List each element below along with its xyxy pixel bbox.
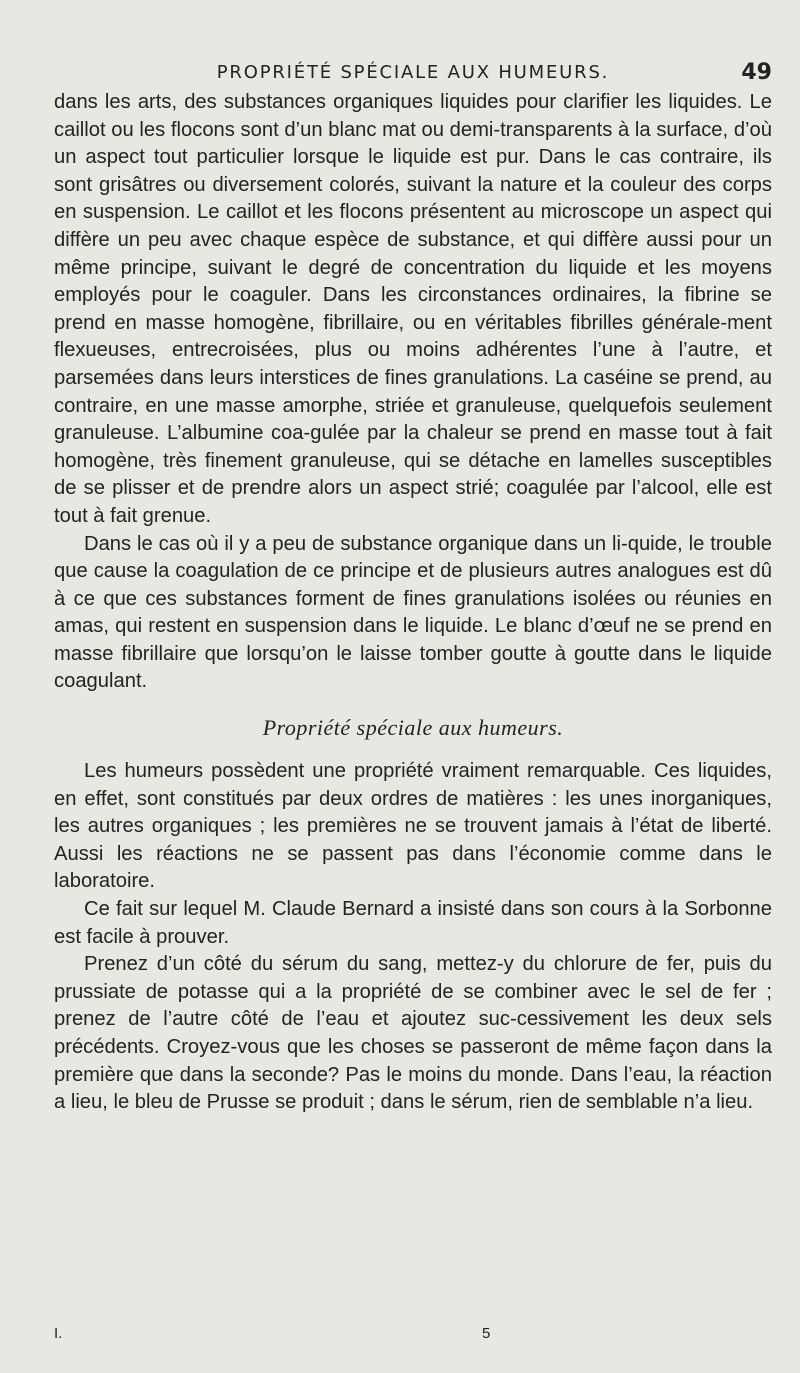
page-number: 49 xyxy=(741,60,772,85)
paragraph: Ce fait sur lequel M. Claude Bernard a insisté dans son cours à la Sorbonne est facile à prouver. xyxy=(54,898,772,948)
paragraph-continued: dans les arts, des substances organiques liquides pour clarifier les liquides. Le caillot ou les flocons sont d’un blanc mat ou demi-transparents à la surface, d’où un aspect tout particulier lorsque le liquide est pur. Dans le cas contraire, ils sont grisâtres ou diversement colorés, suivant la nature et la couleur des corps en suspension. Le caillot et les flocons présentent au microscope un aspect qui diffère un peu avec chaque espèce de substance, et qui diffère aussi pour un même principe, suivant le degré de concentration du liquide et les moyens employés pour le coaguler. Dans les circonstances ordinaires, la fibrine se prend en masse homogène, fibrillaire, ou en véritables fibrilles générale-ment flexueuses, entrecroisées, plus ou moins adhérentes l’une à l’autre, et parsemées dans leurs interstices de fines granulations. La caséine se prend, au contraire, en une masse amorphe, striée et granuleuse, quelquefois seulement granuleuse. L’albumine coa-gulée par la chaleur se prend en masse tout à fait homogène, très finement granuleuse, qui se détache en lamelles susceptibles de se plisser et de prendre alors un aspect strié; coagulée par l’alcool, elle est tout à fait grenue. xyxy=(54,91,772,527)
paragraph: Prenez d’un côté du sérum du sang, mettez-y du chlorure de fer, puis du prussiate de potasse qui a la propriété de se combiner avec le sel de fer ; prenez de l’autre côté de l’eau et ajoutez suc-cessivement les deux sels précédents. Croyez-vous que les choses se passeront de même façon dans la première que dans la seconde? Pas le moins du monde. Dans l’eau, la réaction a lieu, le bleu de Prusse se produit ; dans le sérum, rien de semblable n’a lieu. xyxy=(54,953,772,1114)
paragraph: Dans le cas où il y a peu de substance organique dans un li-quide, le trouble que cause la coagulation de ce principe et de plusieurs autres analogues est dû à ce que ces substances forment de fines granulations isolées ou réunies en amas, qui restent en suspension dans le liquide. Le blanc d’œuf ne se prend en masse fibrillaire que lorsqu’on le laisse tomber goutte à goutte dans le liquide coagulant. xyxy=(54,532,772,693)
running-title: PROPRIÉTÉ SPÉCIALE AUX HUMEURS. xyxy=(216,62,610,83)
paragraph: Les humeurs possèdent une propriété vraiment remarquable. Ces liquides, en effet, sont constitués par deux ordres de matières : les unes inorganiques, les autres organiques ; les premières ne se trouvent jamais à l’état de liberté. Aussi les réactions ne se passent pas dans l’économie comme dans le laboratoire. xyxy=(54,760,772,893)
section-heading: Propriété spéciale aux humeurs. xyxy=(262,715,564,741)
page-header xyxy=(54,58,772,88)
printer-signature xyxy=(54,1322,772,1346)
signature-gathering: 5 xyxy=(482,1325,491,1342)
signature-volume: I. xyxy=(54,1325,63,1342)
body-text xyxy=(54,89,772,1117)
